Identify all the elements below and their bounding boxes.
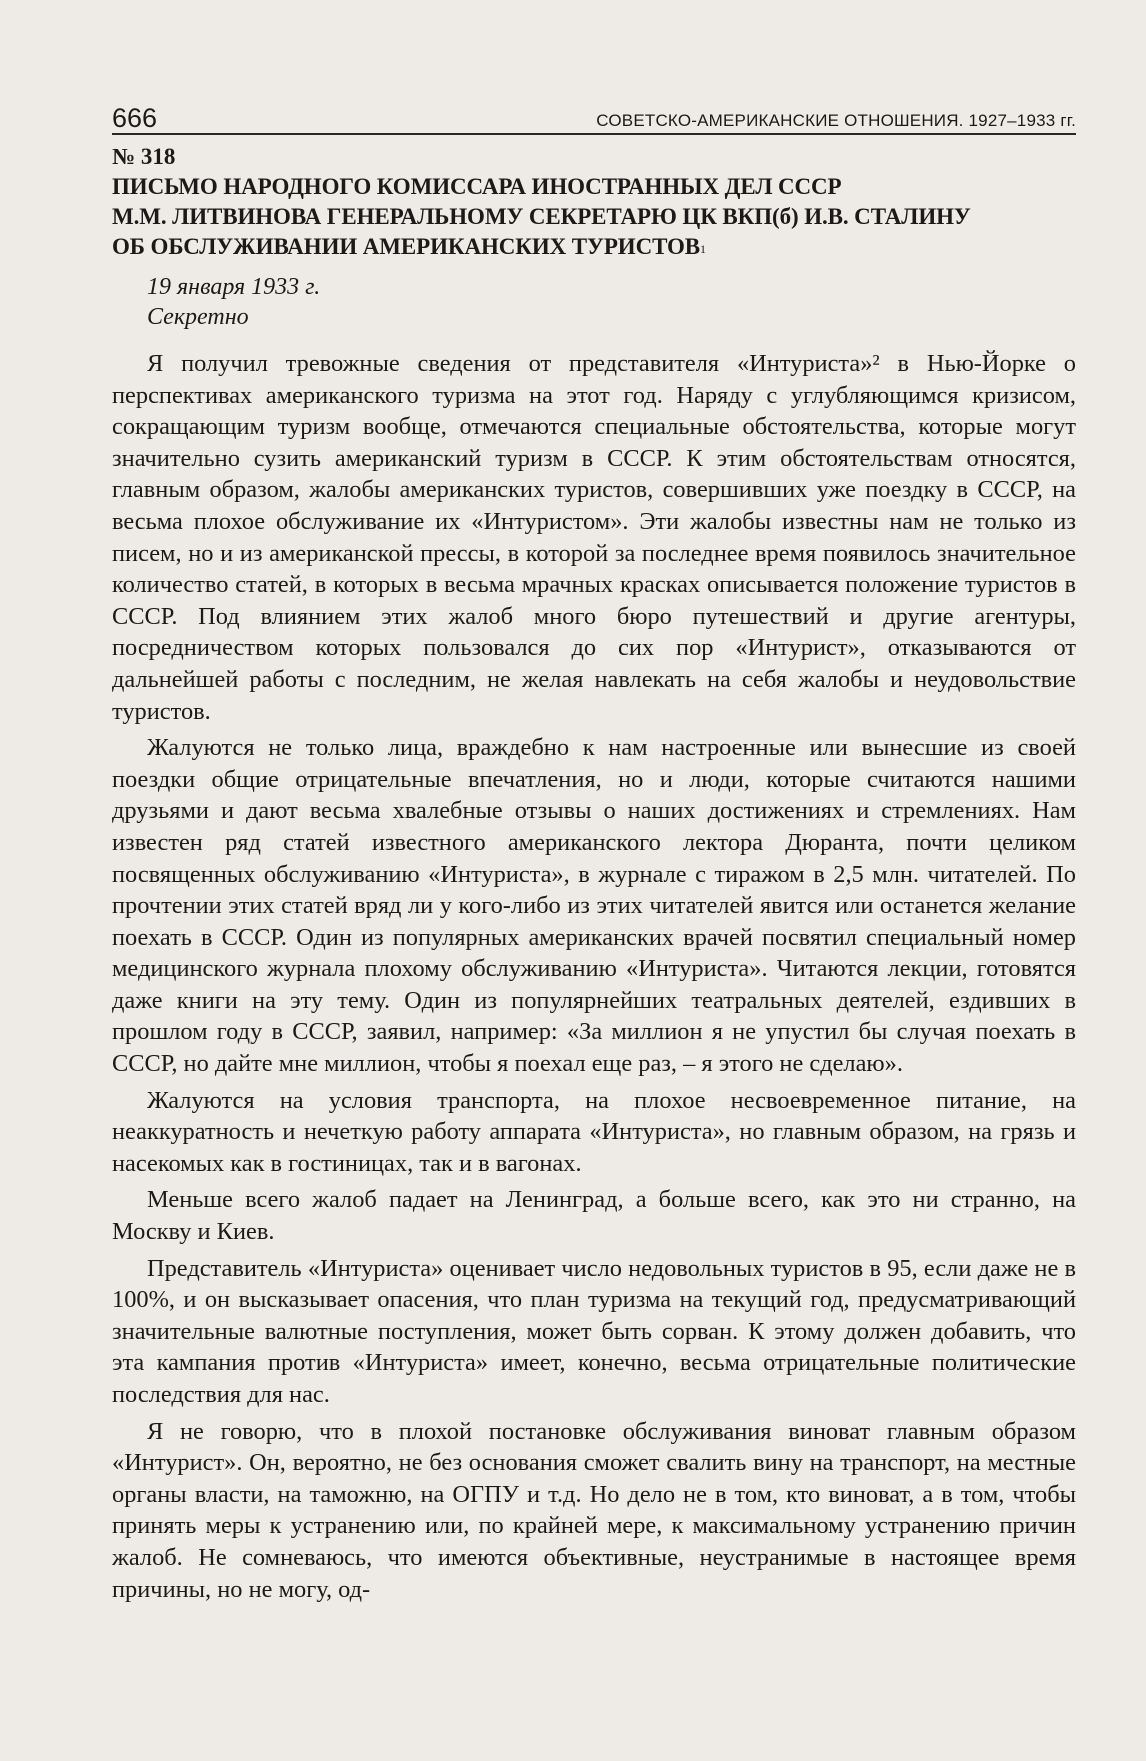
book-page: [112, 104, 1076, 1605]
title-footnote-marker: 1: [700, 242, 706, 256]
letter-body: [112, 348, 1076, 1605]
document-title-line: М.М. ЛИТВИНОВА ГЕНЕРАЛЬНОМУ СЕКРЕТАРЮ ЦК ВКП(б) И.В. СТАЛИНУ: [112, 204, 971, 229]
document-title: [112, 172, 1076, 262]
document-number: № 318: [112, 144, 176, 169]
running-title: СОВЕТСКО-АМЕРИКАНСКИЕ ОТНОШЕНИЯ. 1927–1933 гг.: [596, 111, 1076, 130]
paragraph: Меньше всего жалоб падает на Ленинград, а больше всего, как это ни странно, на Москву и Киев.: [112, 1186, 1076, 1246]
paragraph: Я не говорю, что в плохой постановке обслуживания виноват главным образом «Интурист». Он, вероятно, не без основания сможет свалить вину на транспорт, на местные органы власти, на таможню, на ОГПУ и т.д. Но дело не в том, кто виноват, а в том, чтобы принять меры к устранению или, по крайней мере, к максимальному устранению причин жалоб. Не сомневаюсь, что имеются объективные, неустранимые в настоящее время причины, но не могу, од-: [112, 1417, 1076, 1603]
page-number: 666: [112, 103, 158, 133]
document-title-line: ПИСЬМО НАРОДНОГО КОМИССАРА ИНОСТРАННЫХ ДЕЛ СССР: [112, 174, 842, 199]
document-classification: Секретно: [147, 304, 249, 330]
paragraph: Жалуются не только лица, враждебно к нам настроенные или вынесшие из своей поездки общие отрицательные впечатления, но и люди, которые считаются нашими друзьями и дают весьма хвалебные отзывы о наших достижениях и стремлениях. Нам известен ряд статей известного американского лектора Дюранта, почти целиком посвященных обслуживанию «Интуриста», в журнале с тиражом в 2,5 млн. читателей. По прочтении этих статей вряд ли у кого-либо из этих читателей явится или останется желание поехать в СССР. Один из популярных американских врачей посвятил специальный номер медицинского журнала плохому обслуживанию «Интуриста». Читаются лекции, готовятся даже книги на эту тему. Один из популярнейших театральных деятелей, ездивших в прошлом году в СССР, заявил, например: «За миллион я не упустил бы случая поехать в СССР, но дайте мне миллион, чтобы я поехал еще раз, – я этого не сделаю».: [112, 734, 1076, 1078]
document-date: 19 января 1933 г.: [147, 274, 321, 300]
paragraph: Жалуются на условия транспорта, на плохое несвоевременное питание, на неаккуратность и нечеткую работу аппарата «Интуриста», но главным образом, на грязь и насекомых как в гостиницах, так и в вагонах.: [112, 1086, 1076, 1177]
paragraph: Я получил тревожные сведения от представителя «Интуриста»² в Нью-Йорке о перспективах американского туризма на этот год. Наряду с углубляющимся кризисом, сокращающим туризм вообще, отмечаются специальные обстоятельства, которые могут значительно сузить американский туризм в СССР. К этим обстоятельствам относятся, главным образом, жалобы американских туристов, совершивших уже поездку в СССР, на весьма плохое обслуживание их «Интуристом». Эти жалобы известны нам не только из писем, но и из американской прессы, в которой за последнее время появилось значительное количество статей, в которых в весьма мрачных красках описывается положение туристов в СССР. Под влиянием этих жалоб много бюро путешествий и другие агентуры, посредничеством которых пользовался до сих пор «Интурист», отказываются от дальнейшей работы с последним, не желая навлекать на себя жалобы и неудовольствие туристов.: [112, 350, 1076, 725]
document-title-line: ОБ ОБСЛУЖИВАНИИ АМЕРИКАНСКИХ ТУРИСТОВ$^1$: [112, 234, 706, 259]
paragraph: Представитель «Интуриста» оценивает число недовольных туристов в 95, если даже не в 100%, и он высказывает опасения, что план туризма на текущий год, предусматривающий значительные валютные поступления, может быть сорван. К этому должен добавить, что эта кампания против «Интуриста» имеет, конечно, весьма отрицательные политические последствия для нас.: [112, 1254, 1076, 1408]
running-header: [112, 104, 1076, 135]
